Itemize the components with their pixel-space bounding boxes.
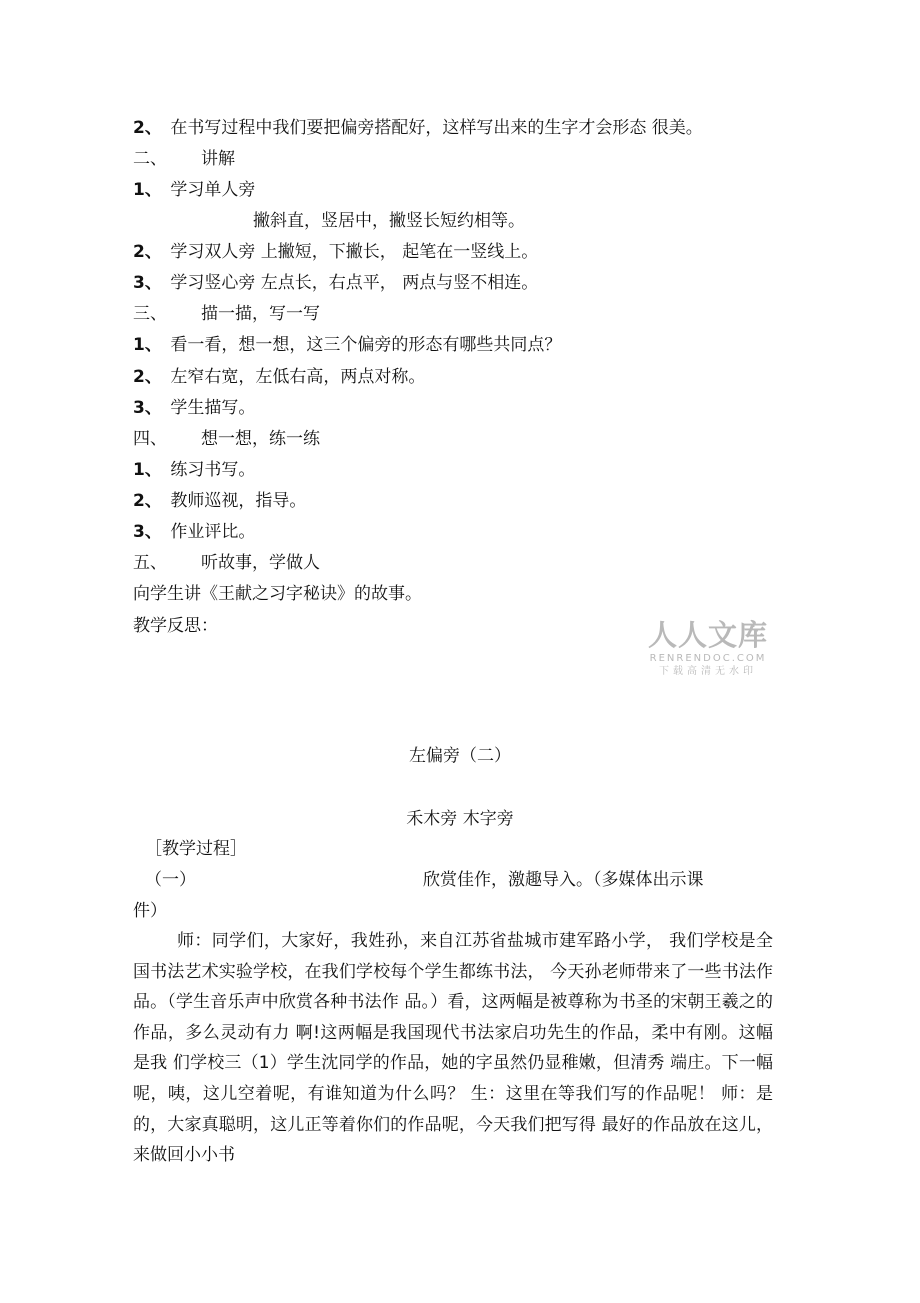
step-text-continued: 件） bbox=[133, 901, 167, 921]
item-text: 撇斜直，竖居中，撇竖长短约相等。 bbox=[253, 211, 525, 231]
section-number: 三、 bbox=[133, 304, 167, 324]
section-heading-2 bbox=[133, 148, 235, 170]
watermark-url: RENRENDOC.COM bbox=[649, 653, 767, 664]
section-heading-5 bbox=[133, 552, 320, 574]
story-line bbox=[133, 583, 422, 605]
step-line-14 bbox=[133, 521, 255, 543]
step-text: 欣赏佳作，激趣导入。（多媒体出示课 bbox=[423, 870, 704, 890]
item-number: 1、 bbox=[133, 180, 162, 200]
section-number: 二、 bbox=[133, 149, 167, 169]
item-text: 练习书写。 bbox=[165, 460, 256, 480]
item-number: 2、 bbox=[133, 118, 162, 138]
step-line-8 bbox=[133, 334, 561, 356]
step-line-6 bbox=[133, 272, 538, 294]
item-number: 2、 bbox=[133, 367, 162, 387]
item-text: 学生描写。 bbox=[165, 398, 256, 418]
item-text: 作业评比。 bbox=[165, 522, 256, 542]
step-line-9 bbox=[133, 366, 425, 388]
item-text: 在书写过程中我们要把偏旁搭配好，这样写出来的生字才会形态 很美。 bbox=[165, 118, 703, 138]
step-line-3 bbox=[133, 179, 255, 201]
section-heading-4 bbox=[133, 428, 320, 450]
step-line-12 bbox=[133, 459, 255, 481]
item-number: 1、 bbox=[133, 335, 162, 355]
item-text: 左窄右宽，左低右高，两点对称。 bbox=[165, 367, 426, 387]
item-text: 看一看，想一想，这三个偏旁的形态有哪些共同点？ bbox=[165, 335, 562, 355]
section-number: 五、 bbox=[133, 553, 167, 573]
section-title: 想一想，练一练 bbox=[201, 429, 320, 449]
lesson-paragraph: 师：同学们，大家好，我姓孙，来自江苏省盐城市建军路小学， 我们学校是全国书法艺术实验学校，在我们学校每个学生都练书法， 今天孙老师带来了一些书法作品。（学生音乐声中欣赏各种书法作 品。）看，这两幅是被尊称为书圣的宋朝王羲之的作品，多么灵动有力 啊!这两幅是我国现代书法家启功先生的作品，柔中有刚。这幅是我 们学校三（1）学生沈同学的作品，她的字虽然仍显稚嫩，但清秀 端庄。下一幅呢，咦，这儿空着呢，有谁知道为什么吗？ 生：这里在等我们写的作品呢！ 师：是的，大家真聪明，这儿正等着你们的作品呢，今天我们把写得 最好的作品放在这儿，来做回小小书 bbox=[133, 931, 773, 1166]
item-number: 3、 bbox=[133, 522, 162, 542]
item-text: 学习竖心旁 左点长，右点平， 两点与竖不相连。 bbox=[165, 273, 539, 293]
item-text: 教师巡视，指导。 bbox=[165, 491, 307, 511]
item-text: 向学生讲《王献之习字秘诀》的故事。 bbox=[133, 584, 422, 604]
reflection-label bbox=[133, 615, 218, 637]
item-text: 学习双人旁 上撇短，下撇长， 起笔在一竖线上。 bbox=[165, 242, 539, 262]
step-line-5 bbox=[133, 241, 538, 263]
item-number: 1、 bbox=[133, 460, 162, 480]
item-text: 学习单人旁 bbox=[165, 180, 256, 200]
section-number: 四、 bbox=[133, 429, 167, 449]
step-line-1 bbox=[133, 117, 703, 139]
step-line-10 bbox=[133, 397, 255, 419]
lesson-title: 左偏旁（二） bbox=[409, 746, 511, 766]
item-number: 3、 bbox=[133, 273, 162, 293]
item-number: 2、 bbox=[133, 242, 162, 262]
lesson-subtitle: 禾木旁 木字旁 bbox=[406, 809, 514, 829]
item-text: 教学反思： bbox=[133, 616, 218, 636]
watermark-title: 人人文库 bbox=[647, 618, 768, 652]
section-title: 听故事，学做人 bbox=[201, 553, 320, 573]
item-number: 3、 bbox=[133, 398, 162, 418]
section-title: 描一描，写一写 bbox=[201, 304, 320, 324]
step-number: （一） bbox=[145, 870, 196, 890]
section-heading-3 bbox=[133, 303, 320, 325]
section-title: 讲解 bbox=[201, 149, 235, 169]
process-label: ［教学过程］ bbox=[145, 839, 247, 859]
watermark-logo bbox=[644, 618, 772, 678]
item-number: 2、 bbox=[133, 491, 162, 511]
watermark-subtitle: 下载高清无水印 bbox=[659, 666, 757, 677]
step-line-13 bbox=[133, 490, 306, 512]
indented-line bbox=[253, 210, 525, 232]
